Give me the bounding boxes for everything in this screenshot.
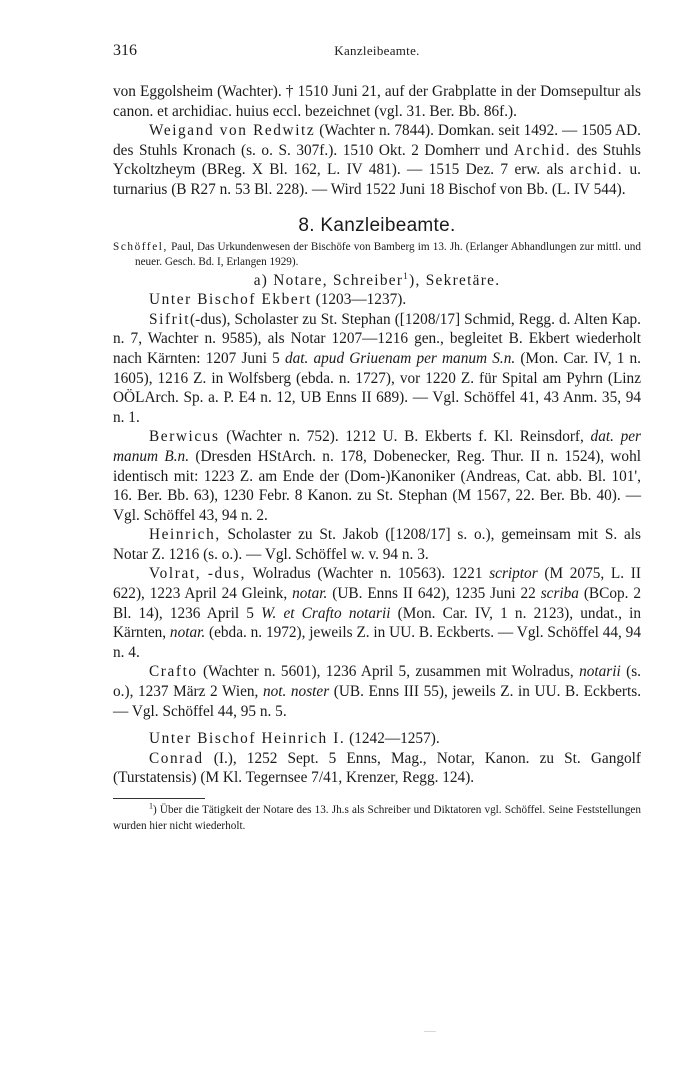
page-number: 316 (113, 42, 137, 59)
person-name: Conrad (149, 749, 204, 767)
person-name: Sifrit (149, 310, 191, 328)
entry-crafto: Crafto (Wachter n. 5601), 1236 April 5, zusammen mit Wolradus, notarii (s. o.), 1237 März 2 Wien, not. noster (UB. Enns III 55), jeweils Z. in UU. B. Eckberts. — Vgl. Schöffel 44, 95 n. 5. (113, 663, 642, 720)
bishop-heading-ekbert: Unter Bischof Ekbert (1203—1237). (149, 291, 407, 309)
person-name: Heinrich, (149, 526, 221, 544)
running-title: Kanzleibeamte. (334, 43, 420, 58)
literature-reference: Schöffel, Paul, Das Urkundenwesen der Bischöfe von Bamberg im 13. Jh. (Erlanger Abhandlungen zur mittl. und neuer. Gesch. Bd. I, Erlangen 1929). (113, 240, 641, 269)
entry-conrad: Conrad (I.), 1252 Sept. 5 Enns, Mag., Notar, Kanon. zu St. Gangolf (Turstatensis) (M Kl. Tegernsee 7/41, Krenzer, Regg. 124). (113, 749, 641, 787)
entry-volrat: Volrat, -dus, Wolradus (Wachter n. 10563). 1221 scriptor (M 2075, L. II 622), 1223 April 24 Gleink, notar. (UB. Enns II 642), 1235 Juni 22 scriba (BCop. 2 Bl. 14), 1236 April 5 W. et Crafto notarii (Mon. Car. IV, 1 n. 2123), undat., in Kärnten, notar. (ebda. n. 1972), jeweils Z. in UU. B. Eckberts. — Vgl. Schöffel 44, 94 n. 4. (113, 565, 641, 661)
paragraph-weigand: Weigand von Redwitz (Wachter n. 7844). Domkan. seit 1492. — 1505 AD. des Stuhls Kronach (s. o. S. 307f.). 1510 Okt. 2 Domherr und Archid. des Stuhls Yckoltzheym (BReg. X Bl. 162, L. IV 481). — 1515 Dez. 7 erw. als archid. u. turnarius (B R27 n. 53 Bl. 228). — Wird 1522 Juni 18 Bischof von Bb. (L. IV 544). (113, 122, 642, 198)
page-body (113, 82, 641, 834)
bishop-heading-heinrich: Unter Bischof Heinrich I. (1242—1257). (149, 730, 440, 748)
literature-author: Schöffel, (113, 240, 168, 253)
person-name: Volrat, (149, 565, 202, 583)
paragraph-eggolsheim: von Eggolsheim (Wachter). † 1510 Juni 21, auf der Grabplatte in der Domsepultur als canon. et archidiac. huius eccl. bezeichnet (vgl. 31. Ber. Bb. 86f.). (113, 83, 641, 120)
person-name: Crafto (149, 663, 198, 681)
footnote: $^1$) Über die Tätigkeit der Notare des 13. Jh.s als Schreiber und Diktatoren vgl. Schöffel. Seine Feststellungen wurden hier nicht wiederholt. (113, 801, 641, 832)
scan-mark (424, 1031, 436, 1032)
footnote-number: 1 (149, 801, 153, 811)
section-title: 8. Kanzleibeamte. (298, 214, 456, 236)
entry-berwicus: Berwicus (Wachter n. 752). 1212 U. B. Ekberts f. Kl. Reinsdorf, dat. per manum B.n. (Dresden HStArch. n. 178, Dobenecker, Reg. Thur. II n. 1524), wohl identisch mit: 1223 Z. am Ende der (Dom-)Kanoniker (Andreas, Cat. abb. Bl. 101', 16. Ber. Bb. 63), 1230 Febr. 8 Kanon. zu St. Stephan (M 1567, 22. Ber. Bb. 40). — Vgl. Schöffel 43, 94 n. 2. (113, 428, 641, 524)
footnote-reference: 1 (403, 270, 410, 281)
entry-heinrich: Heinrich, Scholaster zu St. Jakob ([1208/17] s. o.), gemeinsam mit S. als Notar Z. 1216 (s. o.). — Vgl. Schöffel w. v. 94 n. 3. (113, 526, 641, 563)
entry-sifrit: Sifrit(-dus), Scholaster zu St. Stephan ([1208/17] Schmid, Regg. d. Alten Kap. n. 7, Wachter n. 9585), als Notar 1207—1216 gen., begleitet B. Ekbert wiederholt nach Kärnten: 1207 Juni 5 dat. apud Griuenam per manum S.n. (Mon. Car. IV, 1 n. 1605), 1216 Z. in Wolfsberg (ebda. n. 1727), vor 1220 Z. für Spital am Pyhrn (Linz OÖLArch. Sp. a. P. E4 n. 12, UB Enns II 689). — Vgl. Schöffel 41, 43 Anm. 35, 94 n. 1. (113, 310, 641, 426)
person-name: Weigand von Redwitz (149, 122, 316, 140)
footnote-rule (113, 798, 205, 799)
page-header (113, 42, 641, 62)
subsection-title: a) Notare, Schreiber$^1$), Sekretäre. (253, 270, 501, 289)
person-name: Berwicus (149, 428, 220, 446)
